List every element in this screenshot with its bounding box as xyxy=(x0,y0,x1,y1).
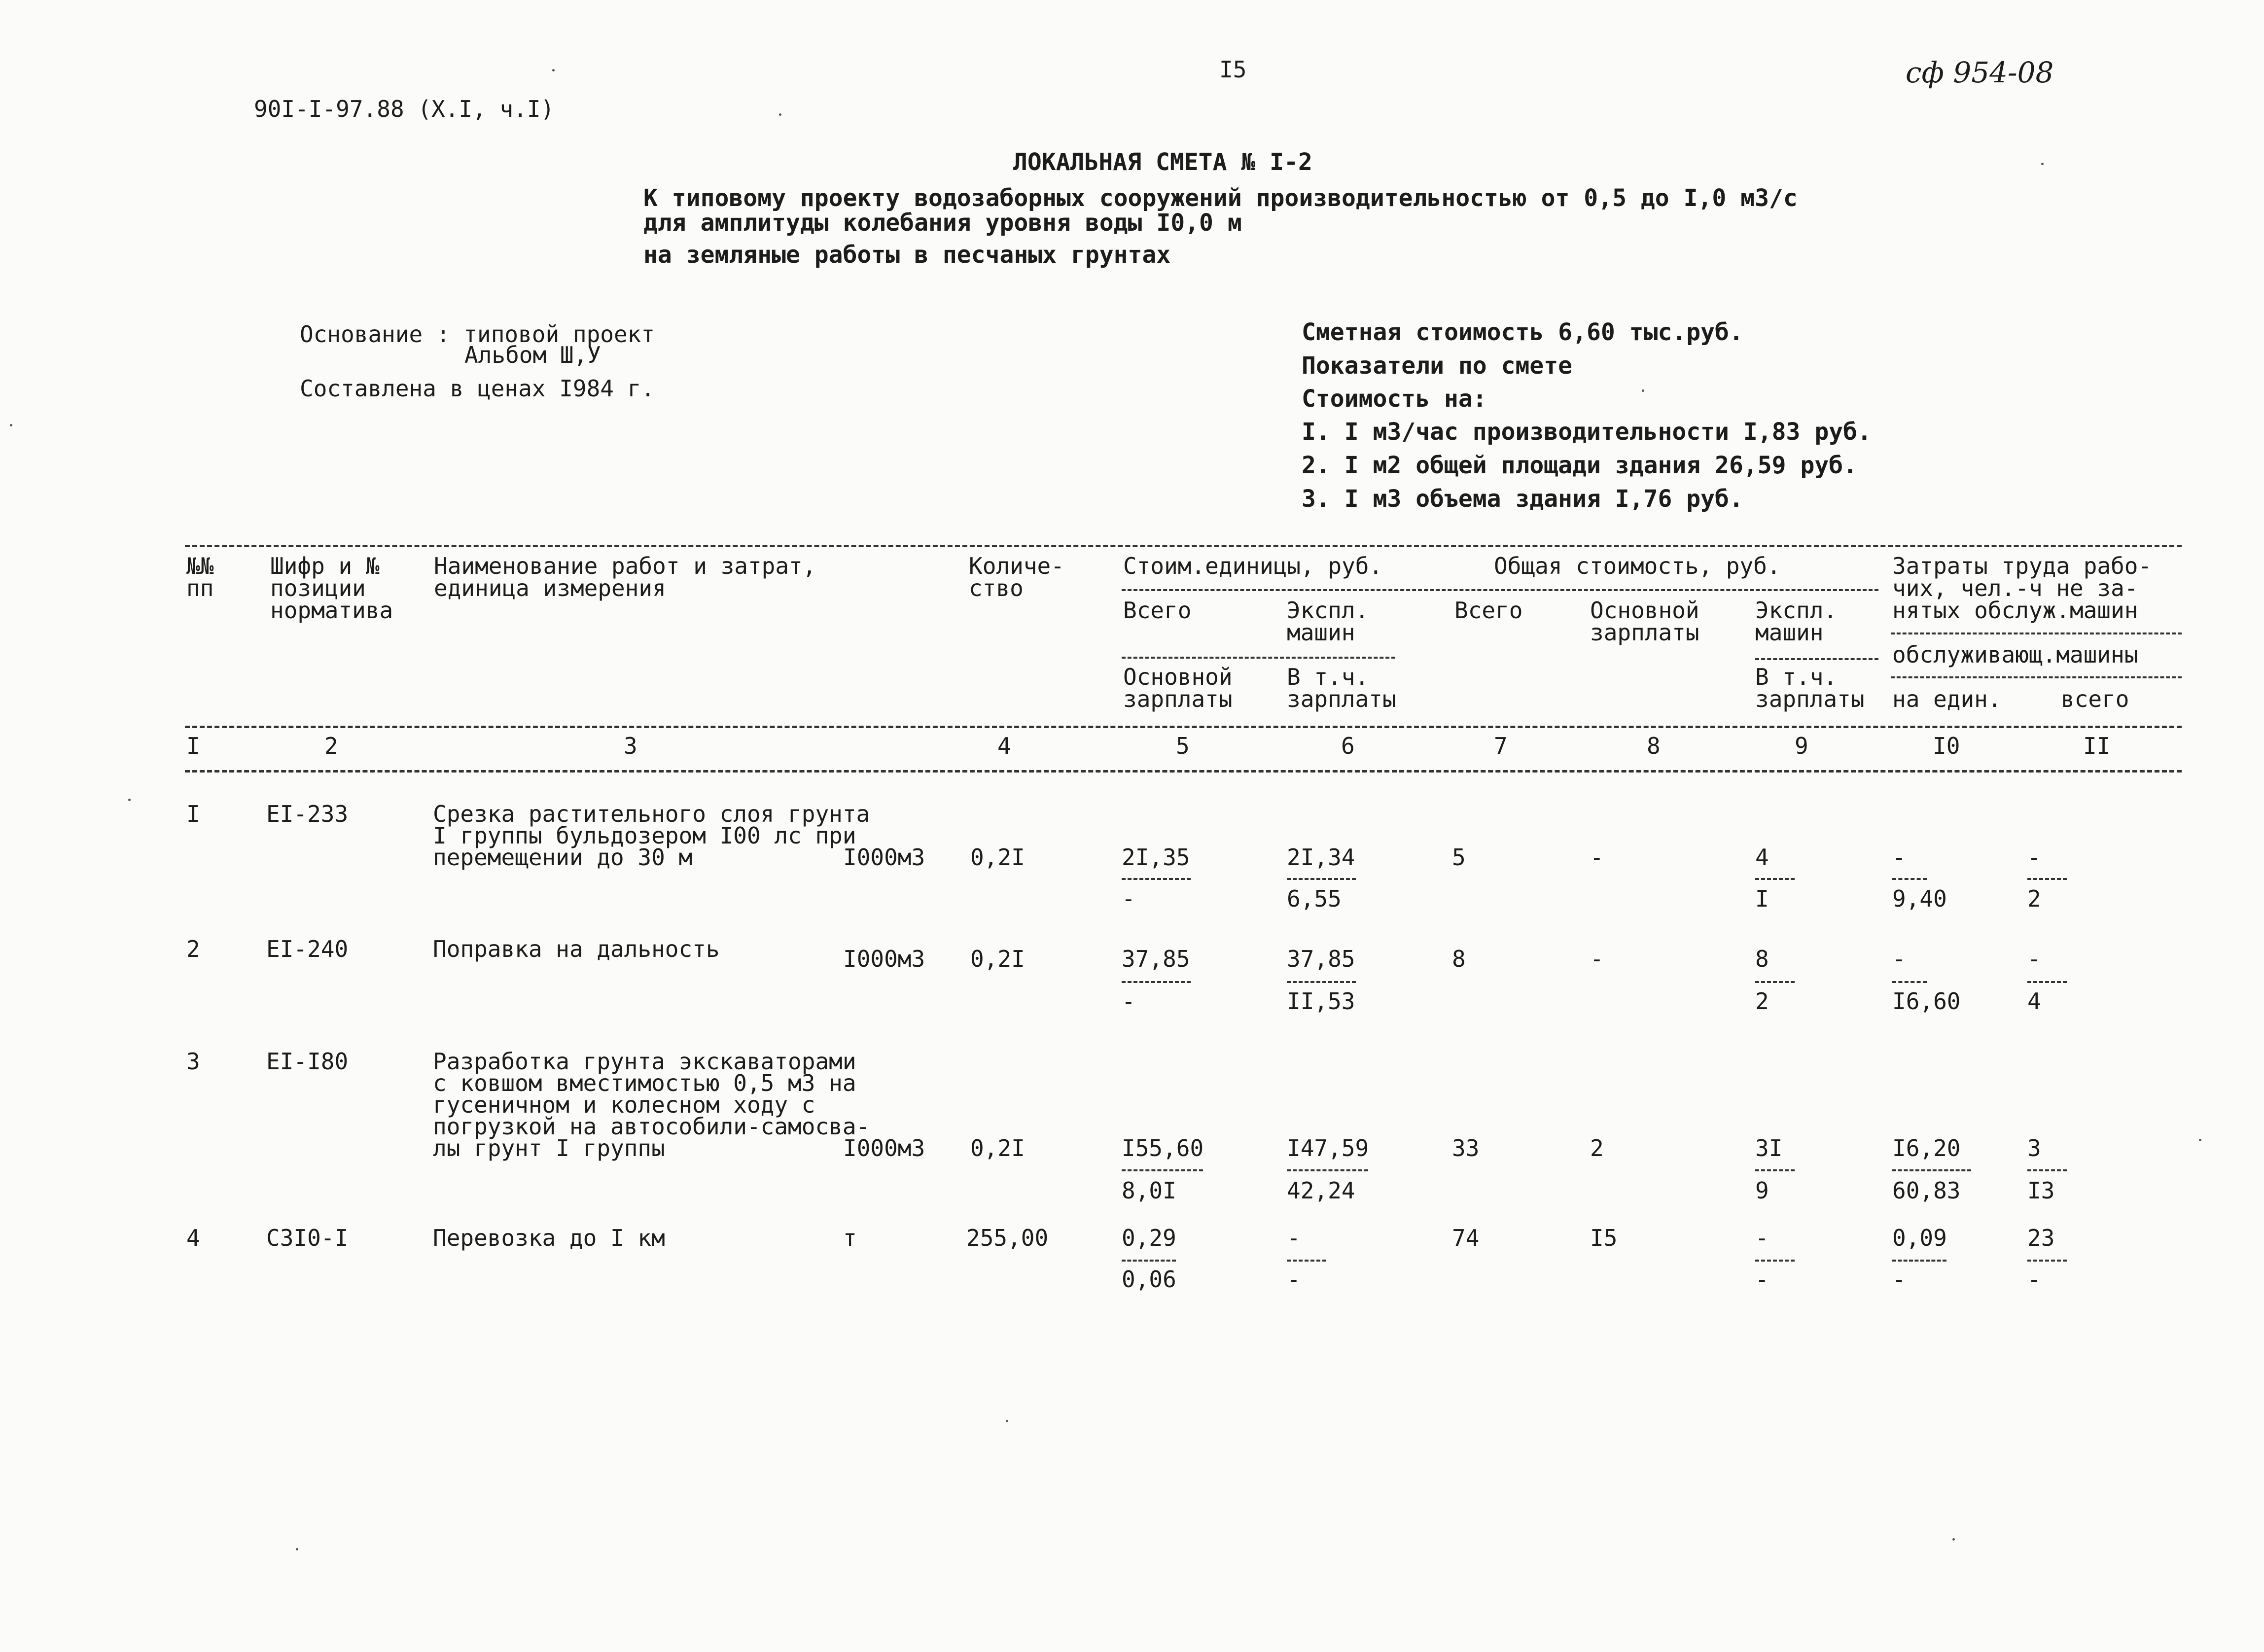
row-labor-unit: 0,09 xyxy=(1892,1225,1947,1251)
row-unit-machine-wage: 6,55 xyxy=(1287,885,1342,912)
column-number: 8 xyxy=(1647,733,1661,759)
unit-cost-sub-rule xyxy=(1122,657,1395,659)
row-code: EI-240 xyxy=(266,936,349,962)
row-name-line: гусеничном и колесном ходу с xyxy=(433,1091,815,1118)
row-total-cost: 33 xyxy=(1452,1135,1480,1161)
fraction-line xyxy=(2027,1260,2067,1262)
row-total-machine-wage: 9 xyxy=(1755,1177,1769,1204)
row-unit: т xyxy=(843,1225,857,1251)
row-total-machine-wage: - xyxy=(1755,1266,1769,1293)
document-title: ЛОКАЛЬНАЯ СМЕТА № I-2 xyxy=(1013,148,1312,176)
row-unit: I000м3 xyxy=(843,844,925,871)
row-total-machine-cost: 3I xyxy=(1755,1135,1783,1161)
fraction-line xyxy=(1892,878,1927,880)
row-labor-total-machine: 4 xyxy=(2027,988,2041,1015)
row-unit-cost-total: 0,29 xyxy=(1122,1225,1176,1251)
header-num-1: №№ xyxy=(186,553,214,579)
header-code-3: норматива xyxy=(270,597,393,624)
row-num: 4 xyxy=(186,1225,200,1251)
cost-line-3: Стоимость на: xyxy=(1302,385,1487,413)
header-qty-1: Количе- xyxy=(969,553,1064,579)
header-labor-3: нятых обслуж.машин xyxy=(1892,597,2138,624)
cost-line-5: 2. I м2 общей площади здания 26,59 руб. xyxy=(1302,452,1858,479)
scan-speck xyxy=(2041,163,2044,165)
row-num: 2 xyxy=(186,936,200,962)
header-col9-top-1: Экспл. xyxy=(1755,597,1838,624)
row-code: EI-I80 xyxy=(266,1048,349,1075)
row-labor-total-machine: 2 xyxy=(2027,885,2041,912)
header-name-1: Наименование работ и затрат, xyxy=(434,553,816,579)
header-col6-top-2: машин xyxy=(1287,619,1355,646)
fraction-line xyxy=(1122,1169,1203,1171)
row-unit-cost-wage: 0,06 xyxy=(1122,1266,1176,1293)
row-name-line: Срезка растительного слоя грунта xyxy=(433,801,870,827)
row-total-wage: - xyxy=(1590,946,1604,972)
row-unit-cost-wage: 8,0I xyxy=(1122,1177,1176,1204)
row-unit-cost-total: 37,85 xyxy=(1122,946,1190,972)
row-labor-total-machine: I3 xyxy=(2027,1177,2055,1204)
row-total-wage: 2 xyxy=(1590,1135,1604,1161)
row-code: EI-233 xyxy=(266,801,349,827)
row-labor-unit-machine: I6,60 xyxy=(1892,988,1961,1015)
cost-line-4: I. I м3/час производительности I,83 руб. xyxy=(1302,418,1872,446)
row-labor-unit-machine: - xyxy=(1892,1266,1906,1293)
scan-speck xyxy=(779,113,781,116)
row-unit-machine-cost: - xyxy=(1287,1225,1301,1251)
header-col9-bottom-2: зарплаты xyxy=(1755,686,1865,712)
header-bottom-rule xyxy=(185,726,2182,728)
group-header-rule xyxy=(1122,589,1878,591)
row-num: I xyxy=(186,801,200,827)
column-number: 2 xyxy=(324,733,338,759)
row-labor-unit-machine: 9,40 xyxy=(1892,885,1947,912)
scan-speck xyxy=(1642,389,1644,392)
column-number: I xyxy=(186,733,200,759)
header-code-2: позиции xyxy=(270,575,366,601)
fraction-line xyxy=(1287,1169,1368,1171)
fraction-line xyxy=(1122,1260,1176,1262)
fraction-line xyxy=(1122,878,1191,880)
row-unit: I000м3 xyxy=(843,1135,925,1161)
header-labor-2: чих, чел.-ч не за- xyxy=(1892,575,2138,601)
subtitle-line-2: для амплитуды колебания уровня воды I0,0 м xyxy=(643,209,1242,237)
row-code: С3I0-I xyxy=(266,1225,349,1251)
row-name-line: Поправка на дальность xyxy=(433,936,720,962)
handwritten-mark: сф 954-08 xyxy=(1906,56,2054,89)
row-total-machine-wage: 2 xyxy=(1755,988,1769,1015)
header-col6-bottom-2: зарплаты xyxy=(1287,686,1396,712)
fraction-line xyxy=(1122,981,1191,983)
row-unit-cost-total: 2I,35 xyxy=(1122,844,1190,871)
row-unit-machine-cost: 37,85 xyxy=(1287,946,1355,972)
row-total-wage: - xyxy=(1590,844,1604,871)
row-name-line: перемещении до 30 м xyxy=(433,844,693,871)
header-col8-2: зарплаты xyxy=(1590,619,1699,646)
page-number: I5 xyxy=(1219,56,1247,83)
row-name-line: I группы бульдозером I00 лс при xyxy=(433,822,856,849)
fraction-line xyxy=(2027,878,2067,880)
row-total-machine-cost: - xyxy=(1755,1225,1769,1251)
column-number: II xyxy=(2083,733,2111,759)
header-name-2: единица измерения xyxy=(434,575,666,601)
fraction-line xyxy=(1892,1169,1971,1171)
header-col5-bottom-1: Основной xyxy=(1123,664,1233,690)
scan-speck xyxy=(1952,1538,1955,1541)
row-qty: 0,2I xyxy=(970,844,1025,871)
column-number: 7 xyxy=(1494,733,1508,759)
header-col6-top-1: Экспл. xyxy=(1287,597,1369,624)
row-total-machine-wage: I xyxy=(1755,885,1769,912)
column-number: 4 xyxy=(997,733,1011,759)
row-labor-total: - xyxy=(2027,946,2041,972)
scan-speck xyxy=(10,424,12,426)
header-num-2: пп xyxy=(186,575,214,601)
header-col5-top: Всего xyxy=(1123,597,1192,624)
row-unit-machine-cost: 2I,34 xyxy=(1287,844,1355,871)
row-labor-total: 3 xyxy=(2027,1135,2041,1161)
header-code-1: Шифр и № xyxy=(270,553,380,579)
fraction-line xyxy=(1287,981,1356,983)
header-col7: Всего xyxy=(1454,597,1523,624)
row-labor-unit: I6,20 xyxy=(1892,1135,1961,1161)
row-name-line: Разработка грунта экскаваторами xyxy=(433,1048,856,1075)
column-number: 6 xyxy=(1341,733,1355,759)
header-col10: на един. xyxy=(1892,686,2002,712)
row-total-wage: I5 xyxy=(1590,1225,1618,1251)
row-total-machine-cost: 4 xyxy=(1755,844,1769,871)
cost-line-2: Показатели по смете xyxy=(1302,352,1573,380)
header-labor-sub: обслуживающ.машины xyxy=(1892,641,2138,668)
fraction-line xyxy=(2027,1169,2067,1171)
row-unit-machine-wage: II,53 xyxy=(1287,988,1355,1015)
fraction-line xyxy=(1755,1169,1795,1171)
table-top-rule xyxy=(185,545,2182,547)
row-labor-unit-machine: 60,83 xyxy=(1892,1177,1961,1204)
header-col6-bottom-1: В т.ч. xyxy=(1287,664,1369,690)
row-unit-cost-wage: - xyxy=(1122,885,1135,912)
row-name-line: погрузкой на автособили-самосва- xyxy=(433,1113,870,1140)
row-labor-total: 23 xyxy=(2027,1225,2055,1251)
column-number: 5 xyxy=(1176,733,1190,759)
row-name-line: Перевозка до I км xyxy=(433,1225,665,1251)
row-unit-machine-wage: - xyxy=(1287,1266,1301,1293)
row-total-cost: 8 xyxy=(1452,946,1466,972)
row-qty: 0,2I xyxy=(970,1135,1025,1161)
fraction-line xyxy=(1287,1260,1326,1262)
scan-speck xyxy=(128,799,131,801)
row-unit: I000м3 xyxy=(843,946,925,972)
fraction-line xyxy=(1755,981,1795,983)
header-unit-cost-group: Стоим.единицы, руб. xyxy=(1123,553,1383,579)
header-col9-top-2: машин xyxy=(1755,619,1824,646)
basis-line-1: Основание : типовой проект xyxy=(300,321,655,348)
row-unit-machine-wage: 42,24 xyxy=(1287,1177,1355,1204)
basis-line-2: Альбом Ш,У xyxy=(464,342,601,368)
fraction-line xyxy=(2027,981,2067,983)
labor-header-rule-1 xyxy=(1891,633,2182,634)
column-number: 9 xyxy=(1795,733,1808,759)
row-total-cost: 74 xyxy=(1452,1225,1480,1251)
cost-line-6: 3. I м3 объема здания I,76 руб. xyxy=(1302,485,1743,513)
header-col11: всего xyxy=(2061,686,2129,712)
fraction-line xyxy=(1755,1260,1795,1262)
scan-speck xyxy=(552,69,555,71)
total-cost-sub-rule xyxy=(1755,658,1878,660)
row-total-machine-cost: 8 xyxy=(1755,946,1769,972)
row-num: 3 xyxy=(186,1048,200,1075)
scan-speck xyxy=(1006,1420,1008,1422)
header-col9-bottom-1: В т.ч. xyxy=(1755,664,1838,690)
row-unit-cost-wage: - xyxy=(1122,988,1135,1015)
fraction-line xyxy=(1892,1260,1946,1262)
header-qty-2: ство xyxy=(969,575,1024,601)
row-qty: 0,2I xyxy=(970,946,1025,972)
row-total-cost: 5 xyxy=(1452,844,1466,871)
header-col5-bottom-2: зарплаты xyxy=(1123,686,1233,712)
header-labor-1: Затраты труда рабо- xyxy=(1892,553,2152,579)
scan-speck xyxy=(296,1548,298,1550)
subtitle-line-3: на земляные работы в песчаных грунтах xyxy=(643,241,1171,269)
fraction-line xyxy=(1755,878,1795,880)
fraction-line xyxy=(1892,981,1927,983)
column-numbers-rule xyxy=(185,770,2182,773)
row-name-line: лы грунт I группы xyxy=(433,1135,665,1161)
basis-line-3: Составлена в ценах I984 г. xyxy=(300,375,655,402)
document-code: 90I-I-97.88 (X.I, ч.I) xyxy=(254,96,555,122)
row-unit-machine-cost: I47,59 xyxy=(1287,1135,1369,1161)
row-unit-cost-total: I55,60 xyxy=(1122,1135,1204,1161)
row-qty: 255,00 xyxy=(966,1225,1049,1251)
subtitle-line-1: К типовому проекту водозаборных сооружений производительностью от 0,5 до I,0 м3/с xyxy=(643,184,1798,212)
column-number: I0 xyxy=(1933,733,1960,759)
scan-speck xyxy=(2199,1139,2201,1141)
row-labor-unit: - xyxy=(1892,946,1906,972)
fraction-line xyxy=(1287,878,1356,880)
row-name-line: с ковшом вместимостью 0,5 м3 на xyxy=(433,1070,856,1096)
header-col8-1: Основной xyxy=(1590,597,1699,624)
row-labor-total-machine: - xyxy=(2027,1266,2041,1293)
header-total-cost-group: Общая стоимость, руб. xyxy=(1494,553,1781,579)
labor-header-rule-2 xyxy=(1891,676,2182,678)
row-labor-unit: - xyxy=(1892,844,1906,871)
column-number: 3 xyxy=(624,733,637,759)
row-labor-total: - xyxy=(2027,844,2041,871)
cost-line-1: Сметная стоимость 6,60 тыс.руб. xyxy=(1302,318,1743,346)
